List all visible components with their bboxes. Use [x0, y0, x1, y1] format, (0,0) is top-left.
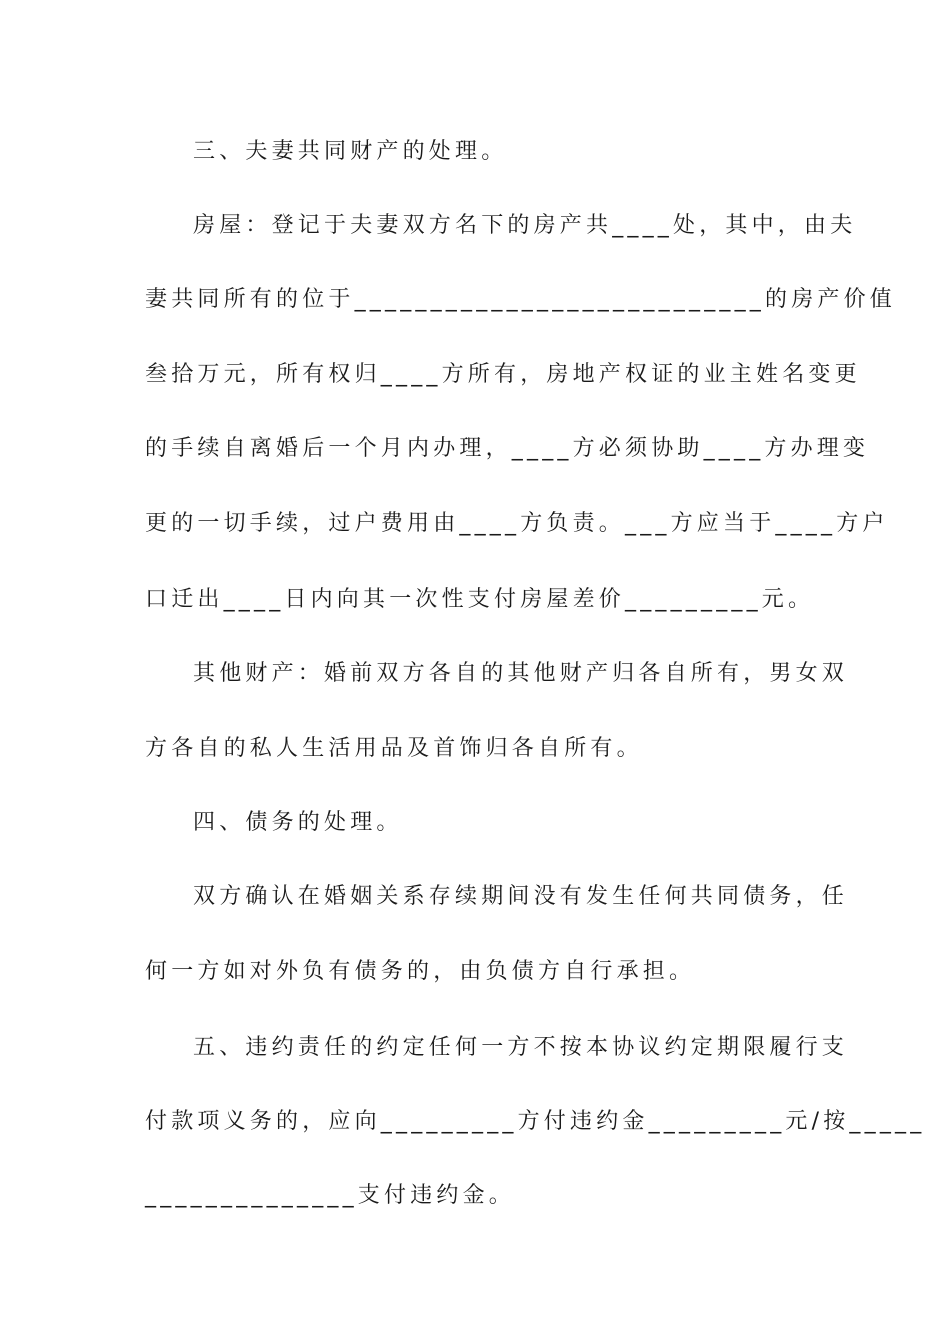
- paragraph-line: 双方确认在婚姻关系存续期间没有发生任何共同债务，任: [193, 884, 849, 909]
- paragraph-line: 方各自的私人生活用品及首饰归各自所有。: [145, 736, 643, 761]
- heading-debts: 四、债务的处理。: [193, 810, 403, 835]
- heading-breach-liability: 五、违约责任的约定任何一方不按本协议约定期限履行支: [193, 1035, 849, 1060]
- paragraph-line: 其他财产：婚前双方各自的其他财产归各自所有，男女双: [193, 661, 849, 686]
- paragraph-line: 房屋：登记于夫妻双方名下的房产共____处，其中，由夫: [193, 213, 857, 238]
- paragraph-line: 何一方如对外负有债务的，由负债方自行承担。: [145, 959, 696, 984]
- paragraph-line: ______________支付违约金。: [145, 1183, 516, 1208]
- paragraph-line: 付款项义务的，应向_________方付违约金_________元/按_____: [145, 1109, 926, 1134]
- paragraph-line: 更的一切手续，过户费用由____方负责。___方应当于____方户: [145, 511, 889, 536]
- paragraph-line: 口迁出____日内向其一次性支付房屋差价_________元。: [145, 587, 815, 612]
- paragraph-line: 的手续自离婚后一个月内办理，____方必须协助____方办理变: [145, 436, 870, 461]
- paragraph-line: 叁拾万元，所有权归____方所有，房地产权证的业主姓名变更: [145, 362, 861, 387]
- paragraph-line: 妻共同所有的位于___________________________的房产价值: [145, 287, 897, 312]
- heading-joint-property: 三、夫妻共同财产的处理。: [193, 139, 508, 164]
